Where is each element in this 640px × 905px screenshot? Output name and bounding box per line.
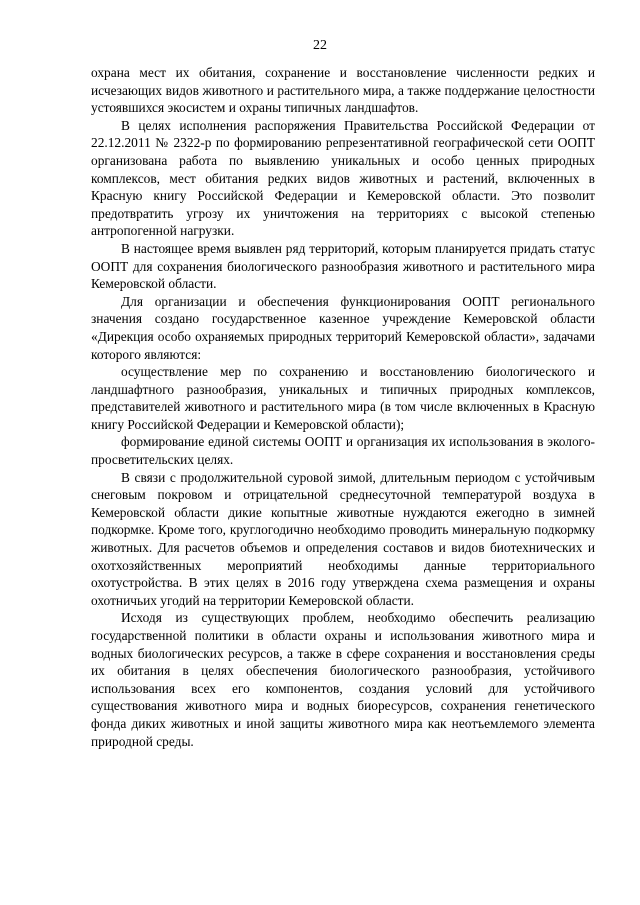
page-number: 22 bbox=[313, 38, 327, 53]
paragraph-territories: В настоящее время выявлен ряд территорий, которым планируется придать статус ООПТ для сохранения биологического разнообразия животного и растительного мира Кемеровской области. bbox=[91, 240, 595, 292]
document-body bbox=[91, 64, 595, 750]
paragraph-government-order: В целях исполнения распоряжения Правительства Российской Федерации от 22.12.2011 № 2322-р по формированию репрезентативной географической сети ООПТ организована работа по выявлению уникальных и особо ценных природных комплексов, мест обитания редких видов животных и растений, включенных в Красную книгу Российской Федерации и Кемеровской области. Это позволит предотвратить угрозу их уничтожения на территориях с высокой степенью антропогенной нагрузки. bbox=[91, 117, 595, 239]
paragraph-state-policy: Исходя из существующих проблем, необходимо обеспечить реализацию государственной политики в области охраны и использования животного мира и водных биологических ресурсов, а также в сфере сохранения и восстановления среды их обитания в целях обеспечения биологического разнообразия, устойчивого использования всех его компонентов, создания условий для устойчивого существования животного мира и водных биоресурсов, сохранения генетического фонда диких животных и иной защиты животного мира как неотъемлемого элемента природной среды. bbox=[91, 610, 595, 749]
paragraph-task-conservation: осуществление мер по сохранению и восстановлению биологического и ландшафтного разнообразия, уникальных и типичных природных комплексов, представителей животного и растительного мира (в том числе включенных в Красную книгу Российской Федерации и Кемеровской области); bbox=[91, 364, 595, 432]
paragraph-continuation: охрана мест их обитания, сохранение и восстановление численности редких и исчезающих видов животного и растительного мира, а также поддержание целостности устоявшихся экосистем и охраны типичных ландшафтов. bbox=[91, 65, 595, 116]
paragraph-winter-feeding: В связи с продолжительной суровой зимой, длительным периодом с устойчивым снеговым покровом и отрицательной среднесуточной температурой воздуха в Кемеровской области дикие копытные животные нуждаются ежегодно в зимней подкормке. Кроме того, круглогодично необходимо проводить минеральную подкормку животных. Для расчетов объемов и определения составов и видов биотехнических и охотхозяйственных мероприятий необходимы данные территориального охотустройства. В этих целях в 2016 году утверждена схема размещения и охраны охотничьих угодий на территории Кемеровской области. bbox=[91, 469, 595, 608]
paragraph-directorate: Для организации и обеспечения функционирования ООПТ регионального значения создано государственное казенное учреждение Кемеровской области «Дирекция особо охраняемых природных территорий Кемеровской области», задачами которого являются: bbox=[91, 293, 595, 362]
paragraph-task-system: формирование единой системы ООПТ и организация их использования в эколого-просветительских целях. bbox=[91, 434, 595, 468]
